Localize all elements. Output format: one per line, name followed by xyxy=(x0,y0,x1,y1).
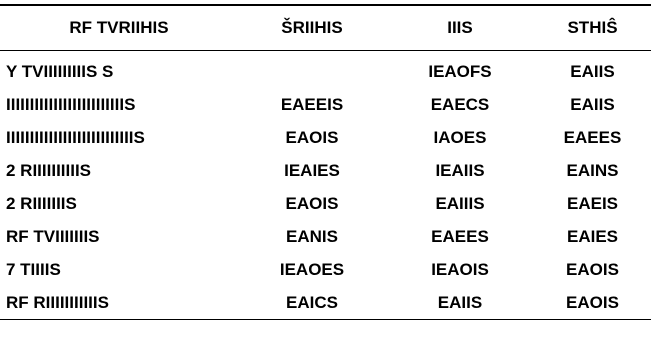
table-cell: IEAOES xyxy=(279,259,345,279)
table-cell: EAOIS xyxy=(534,286,651,320)
table-cell: EAIIIS xyxy=(435,193,485,213)
table-row xyxy=(0,187,651,220)
column-header: RF TVRIIHIS xyxy=(0,5,238,51)
row-label: IIIIIIIIIIIIIIIIIIIIIIIIIIIS xyxy=(6,127,145,147)
table-cell: EAIIS xyxy=(386,286,534,320)
table-cell: EAICS xyxy=(238,286,386,320)
table-row xyxy=(0,88,651,121)
table-cell: IAOES xyxy=(433,127,487,147)
table-row xyxy=(0,220,651,253)
table-cell: EAEIS xyxy=(566,193,619,213)
table-cell: EAECS xyxy=(430,94,490,114)
row-label: 2 RIIIIIIIS xyxy=(6,193,77,213)
table-cell: EANIS xyxy=(286,226,338,246)
table-cell: EAEES xyxy=(563,127,622,147)
row-label: RF TVIIIIIIIS xyxy=(6,226,100,246)
table-cell: EAIIS xyxy=(570,61,615,81)
table-row xyxy=(0,51,651,89)
table-body xyxy=(0,51,651,320)
table-cell: EAOIS xyxy=(566,259,619,279)
table-cell: IEAIIS xyxy=(435,160,485,180)
table-row xyxy=(0,286,651,320)
row-label: 2 RIIIIIIIIIIS xyxy=(6,160,92,180)
table-cell: EAIES xyxy=(566,226,619,246)
column-header: IIIS xyxy=(386,5,534,51)
row-label: Y TVIIIIIIIIIS S xyxy=(6,61,114,81)
table-cell: EAEES xyxy=(431,226,489,246)
column-header: STHIŜ xyxy=(534,5,651,51)
table-cell: EAINS xyxy=(566,160,619,180)
row-label: 7 TIIIIS xyxy=(6,259,61,279)
table-cell: IEAIES xyxy=(284,160,340,180)
table-cell: EAIIS xyxy=(570,94,615,114)
table-cell: IEAOFS xyxy=(428,61,492,81)
row-label: RF RIIIIIIIIIIIS xyxy=(0,286,238,320)
table-cell: EAOIS xyxy=(285,127,339,147)
table-cell: IEAOIS xyxy=(431,259,489,279)
row-label: IIIIIIIIIIIIIIIIIIIIIIIIIS xyxy=(6,94,136,114)
table-header-row xyxy=(0,5,651,51)
table-cell: EAEEIS xyxy=(280,94,344,114)
table-cell xyxy=(238,51,386,89)
column-header: ŠRIIHIS xyxy=(238,5,386,51)
table-row xyxy=(0,253,651,286)
table-row xyxy=(0,121,651,154)
table-row xyxy=(0,154,651,187)
table-cell: EAOIS xyxy=(285,193,339,213)
